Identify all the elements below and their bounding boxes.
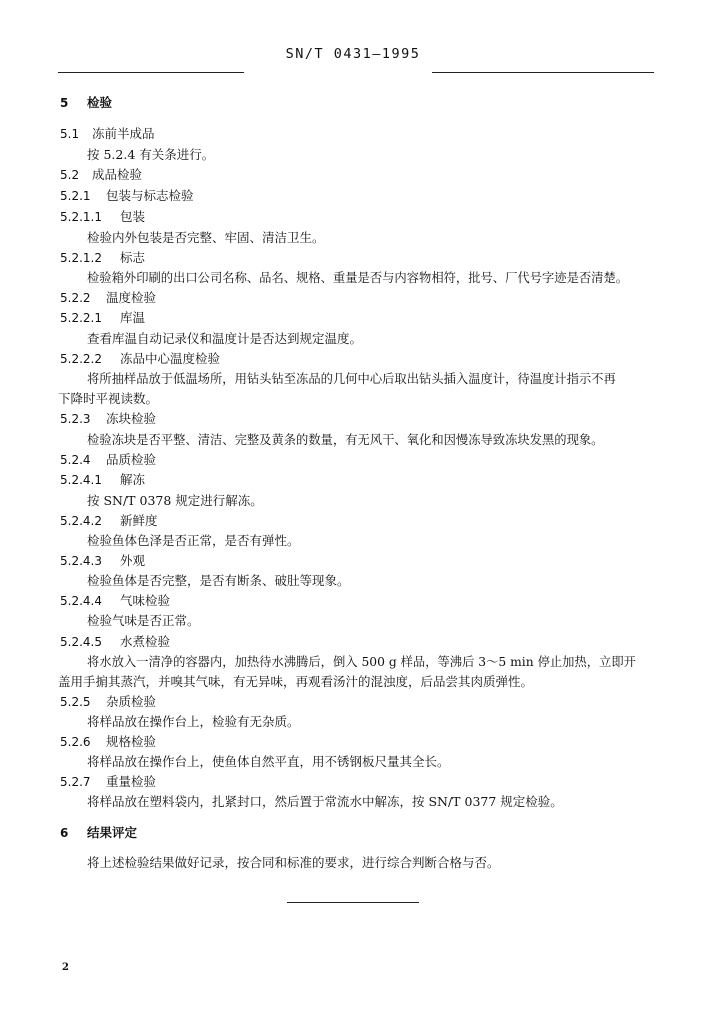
clause-title: 温度检验	[106, 290, 157, 305]
clause-title: 解冻	[120, 472, 146, 487]
section-5-heading	[0, 93, 717, 113]
clause-5-2-7-heading	[0, 772, 717, 792]
clause-number: 5.1	[60, 127, 80, 141]
clause-number: 5.2.2	[60, 291, 91, 305]
clause-5-2-1-2-body	[0, 268, 717, 288]
clause-5-2-4-5-body-continued	[0, 672, 717, 692]
clause-number: 5.2.4.1	[60, 473, 102, 487]
clause-title: 外观	[120, 553, 146, 568]
clause-5-2-heading	[0, 165, 717, 185]
clause-5-2-2-1-heading	[0, 308, 717, 328]
clause-5-2-2-2-body	[0, 369, 717, 389]
clause-title: 包装	[120, 209, 146, 224]
clause-number: 5.2.2.2	[60, 352, 102, 366]
clause-title: 冻块检验	[106, 411, 157, 426]
clause-title: 冻品中心温度检验	[120, 351, 221, 366]
clause-5-2-4-5-body	[0, 652, 717, 672]
clause-title: 标志	[120, 250, 146, 265]
clause-text: 将水放入一清净的容器内，加热待水沸腾后，倒入 500 g 样品，等沸后 3～5 min 停止加热，立即开	[87, 655, 636, 669]
clause-5-2-4-2-heading	[0, 511, 717, 531]
clause-5-2-1-1-heading	[0, 207, 717, 227]
clause-text: 将样品放在塑料袋内，扎紧封口，然后置于常流水中解冻，按 SN/T 0377 规定检验。	[87, 794, 563, 809]
end-of-text-rule	[287, 902, 419, 903]
clause-title: 气味检验	[120, 593, 171, 608]
clause-5-2-1-heading	[0, 186, 717, 206]
clause-text: 查看库温自动记录仪和温度计是否达到规定温度。	[87, 331, 363, 346]
clause-5-2-4-3-body	[0, 571, 717, 591]
clause-5-2-2-2-heading	[0, 349, 717, 369]
clause-text: 将样品放在操作台上，使鱼体自然平直，用不锈钢板尺量其全长。	[87, 754, 450, 769]
clause-number: 5.2.4.5	[60, 635, 102, 649]
clause-title: 库温	[120, 310, 146, 325]
clause-5-2-5-heading	[0, 692, 717, 712]
header-rule-left	[58, 72, 244, 73]
clause-number: 5.2.3	[60, 412, 91, 426]
clause-number: 5.2.1.2	[60, 251, 102, 265]
header-rule-right	[432, 72, 654, 73]
section-title: 检验	[87, 95, 113, 110]
clause-5-2-7-body	[0, 792, 717, 812]
clause-title: 品质检验	[106, 452, 157, 467]
clause-5-2-3-heading	[0, 409, 717, 429]
clause-5-2-4-3-heading	[0, 551, 717, 571]
clause-5-2-4-1-heading	[0, 470, 717, 490]
clause-number: 5.2.1	[60, 189, 91, 203]
section-number: 5	[60, 96, 69, 110]
clause-5-2-6-heading	[0, 732, 717, 752]
clause-text: 将所抽样品放于低温场所，用钻头钻至冻品的几何中心后取出钻头插入温度计，待温度计指示不再	[87, 372, 616, 386]
clause-5-2-2-1-body	[0, 329, 717, 349]
clause-title: 规格检验	[106, 734, 157, 749]
clause-5-2-4-4-heading	[0, 591, 717, 611]
clause-5-2-5-body	[0, 712, 717, 732]
section-6-body	[0, 853, 717, 873]
section-6-heading	[0, 823, 717, 843]
clause-number: 5.2.4.2	[60, 514, 102, 528]
clause-text: 将样品放在操作台上，检验有无杂质。	[87, 714, 300, 729]
clause-text: 下降时平视读数。	[58, 391, 159, 406]
clause-5-2-1-2-heading	[0, 248, 717, 268]
clause-title: 新鲜度	[120, 513, 158, 528]
clause-text: 按 SN/T 0378 规定进行解冻。	[87, 493, 263, 508]
document-code: SN/T 0431—1995	[285, 46, 421, 62]
clause-number: 5.2	[60, 168, 80, 182]
clause-title: 包装与标志检验	[106, 188, 194, 203]
section-number: 6	[60, 826, 69, 840]
clause-5-2-6-body	[0, 752, 717, 772]
clause-number: 5.2.5	[60, 695, 91, 709]
clause-5-1-body	[0, 145, 717, 165]
clause-5-2-3-body	[0, 430, 717, 450]
clause-5-2-2-heading	[0, 288, 717, 308]
clause-5-2-4-4-body	[0, 611, 717, 631]
section-title: 结果评定	[87, 825, 138, 840]
clause-5-2-4-5-heading	[0, 632, 717, 652]
clause-number: 5.2.2.1	[60, 311, 102, 325]
clause-title: 成品检验	[92, 167, 143, 182]
clause-title: 杂质检验	[106, 694, 157, 709]
clause-text: 将上述检验结果做好记录，按合同和标准的要求，进行综合判断合格与否。	[87, 855, 500, 870]
clause-5-2-4-2-body	[0, 531, 717, 551]
clause-5-1-heading	[0, 124, 717, 144]
clause-number: 5.2.4.3	[60, 554, 102, 568]
clause-title: 水煮检验	[120, 634, 171, 649]
clause-text: 检验内外包装是否完整、牢固、清洁卫生。	[87, 230, 325, 245]
clause-number: 5.2.7	[60, 775, 91, 789]
clause-5-2-4-1-body	[0, 491, 717, 511]
clause-number: 5.2.4	[60, 453, 91, 467]
clause-text: 检验冻块是否平整、清洁、完整及黄条的数量，有无风干、氧化和因慢冻导致冻块发黑的现象。	[87, 433, 604, 447]
clause-number: 5.2.4.4	[60, 594, 102, 608]
clause-5-2-4-heading	[0, 450, 717, 470]
clause-text: 检验气味是否正常。	[87, 613, 200, 628]
clause-5-2-2-2-body-continued	[0, 389, 717, 409]
clause-5-2-1-1-body	[0, 228, 717, 248]
clause-text: 检验鱼体是否完整，是否有断条、破肚等现象。	[87, 573, 350, 588]
clause-text: 盖用手掮其蒸汽，并嗅其气味，有无异味，再观看汤汁的混浊度，后品尝其肉质弹性。	[58, 674, 534, 689]
clause-number: 5.2.1.1	[60, 210, 102, 224]
clause-text: 按 5.2.4 有关条进行。	[87, 147, 215, 162]
clause-text: 检验箱外印刷的出口公司名称、品名、规格、重量是否与内容物相符，批号、厂代号字迹是否清楚。	[87, 271, 629, 285]
clause-number: 5.2.6	[60, 735, 91, 749]
clause-text: 检验鱼体色泽是否正常，是否有弹性。	[87, 533, 300, 548]
clause-title: 重量检验	[106, 774, 157, 789]
page-number: 2	[62, 962, 69, 973]
clause-title: 冻前半成品	[92, 126, 155, 141]
